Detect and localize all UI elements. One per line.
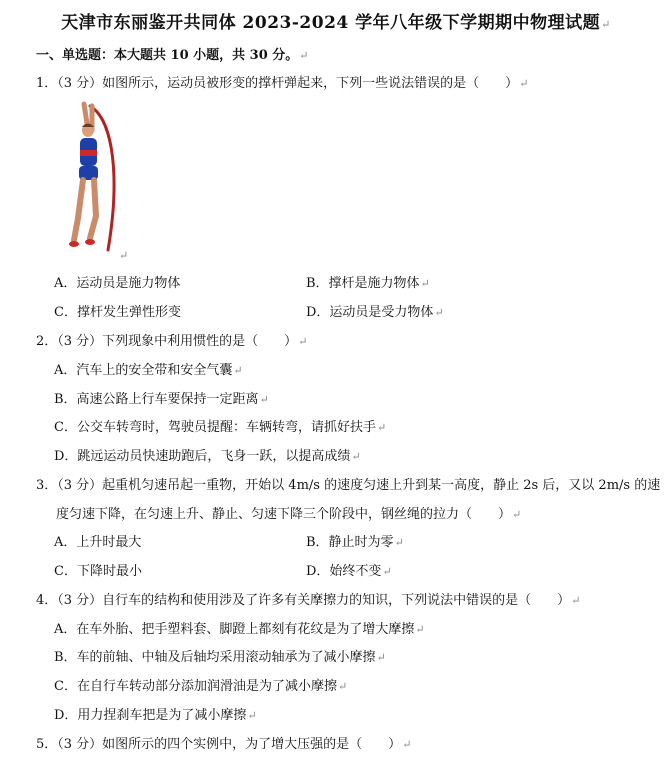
q3-option-a: A．上升时最大: [54, 535, 142, 550]
question-3-stem: 3．（3 分）起重机匀速吊起一重物，开始以 4m/s 的速度匀速上升到某一高度，静止 2s 后，又以 2m/s 的速: [36, 478, 661, 493]
q1-option-b: B．撑杆是施力物体↵: [306, 276, 430, 291]
q4-option-a: A．在车外胎、把手塑料套、脚蹬上都刻有花纹是为了增大摩擦↵: [54, 622, 425, 637]
q3-option-c: C．下降时最小: [54, 564, 142, 579]
q2-option-a: A．汽车上的安全带和安全气囊↵: [54, 363, 243, 378]
question-5-stem: 5．（3 分）如图所示的四个实例中，为了增大压强的是（ ）↵: [36, 737, 412, 752]
q2-option-b: B．高速公路上行车要保持一定距离↵: [54, 392, 269, 407]
page-title: 天津市东丽鉴开共同体 2023-2024 学年八年级下学期期中物理试题↵: [61, 13, 611, 33]
q1-option-a: A．运动员是施力物体: [54, 276, 181, 291]
question-2-stem: 2．（3 分）下列现象中利用惯性的是（ ）↵: [36, 334, 308, 349]
question-3-stem-continued: 度匀速下降，在匀速上升、静止、匀速下降三个阶段中，钢丝绳的拉力（ ）↵: [56, 507, 522, 522]
image-mark: ↵: [119, 249, 129, 262]
q3-option-b: B．静止时为零↵: [306, 535, 404, 550]
q1-option-d: D．运动员是受力物体↵: [306, 305, 444, 320]
q3-option-d: D．始终不变↵: [306, 564, 392, 579]
q4-option-c: C．在自行车转动部分添加润滑油是为了减小摩擦↵: [54, 679, 348, 694]
q1-option-c: C．撑杆发生弹性形变: [54, 305, 181, 320]
question-4-stem: 4．（3 分）自行车的结构和使用涉及了许多有关摩擦力的知识，下列说法中错误的是（ ）↵: [36, 593, 581, 608]
q4-option-d: D．用力捏刹车把是为了减小摩擦↵: [54, 708, 257, 723]
section-heading: 一、单选题：本大题共 10 小题，共 30 分。↵: [36, 48, 309, 63]
question-1-stem: 1．（3 分）如图所示，运动员被形变的撑杆弹起来，下列一些说法错误的是（ ）↵: [36, 76, 529, 91]
pole-vault-photo: [62, 100, 124, 260]
q2-option-c: C．公交车转弯时，驾驶员提醒：车辆转弯，请抓好扶手↵: [54, 420, 387, 435]
q2-option-d: D．跳远运动员快速助跑后，飞身一跃，以提高成绩↵: [54, 449, 361, 464]
q4-option-b: B．车的前轴、中轴及后轴均采用滚动轴承为了减小摩擦↵: [54, 650, 386, 665]
